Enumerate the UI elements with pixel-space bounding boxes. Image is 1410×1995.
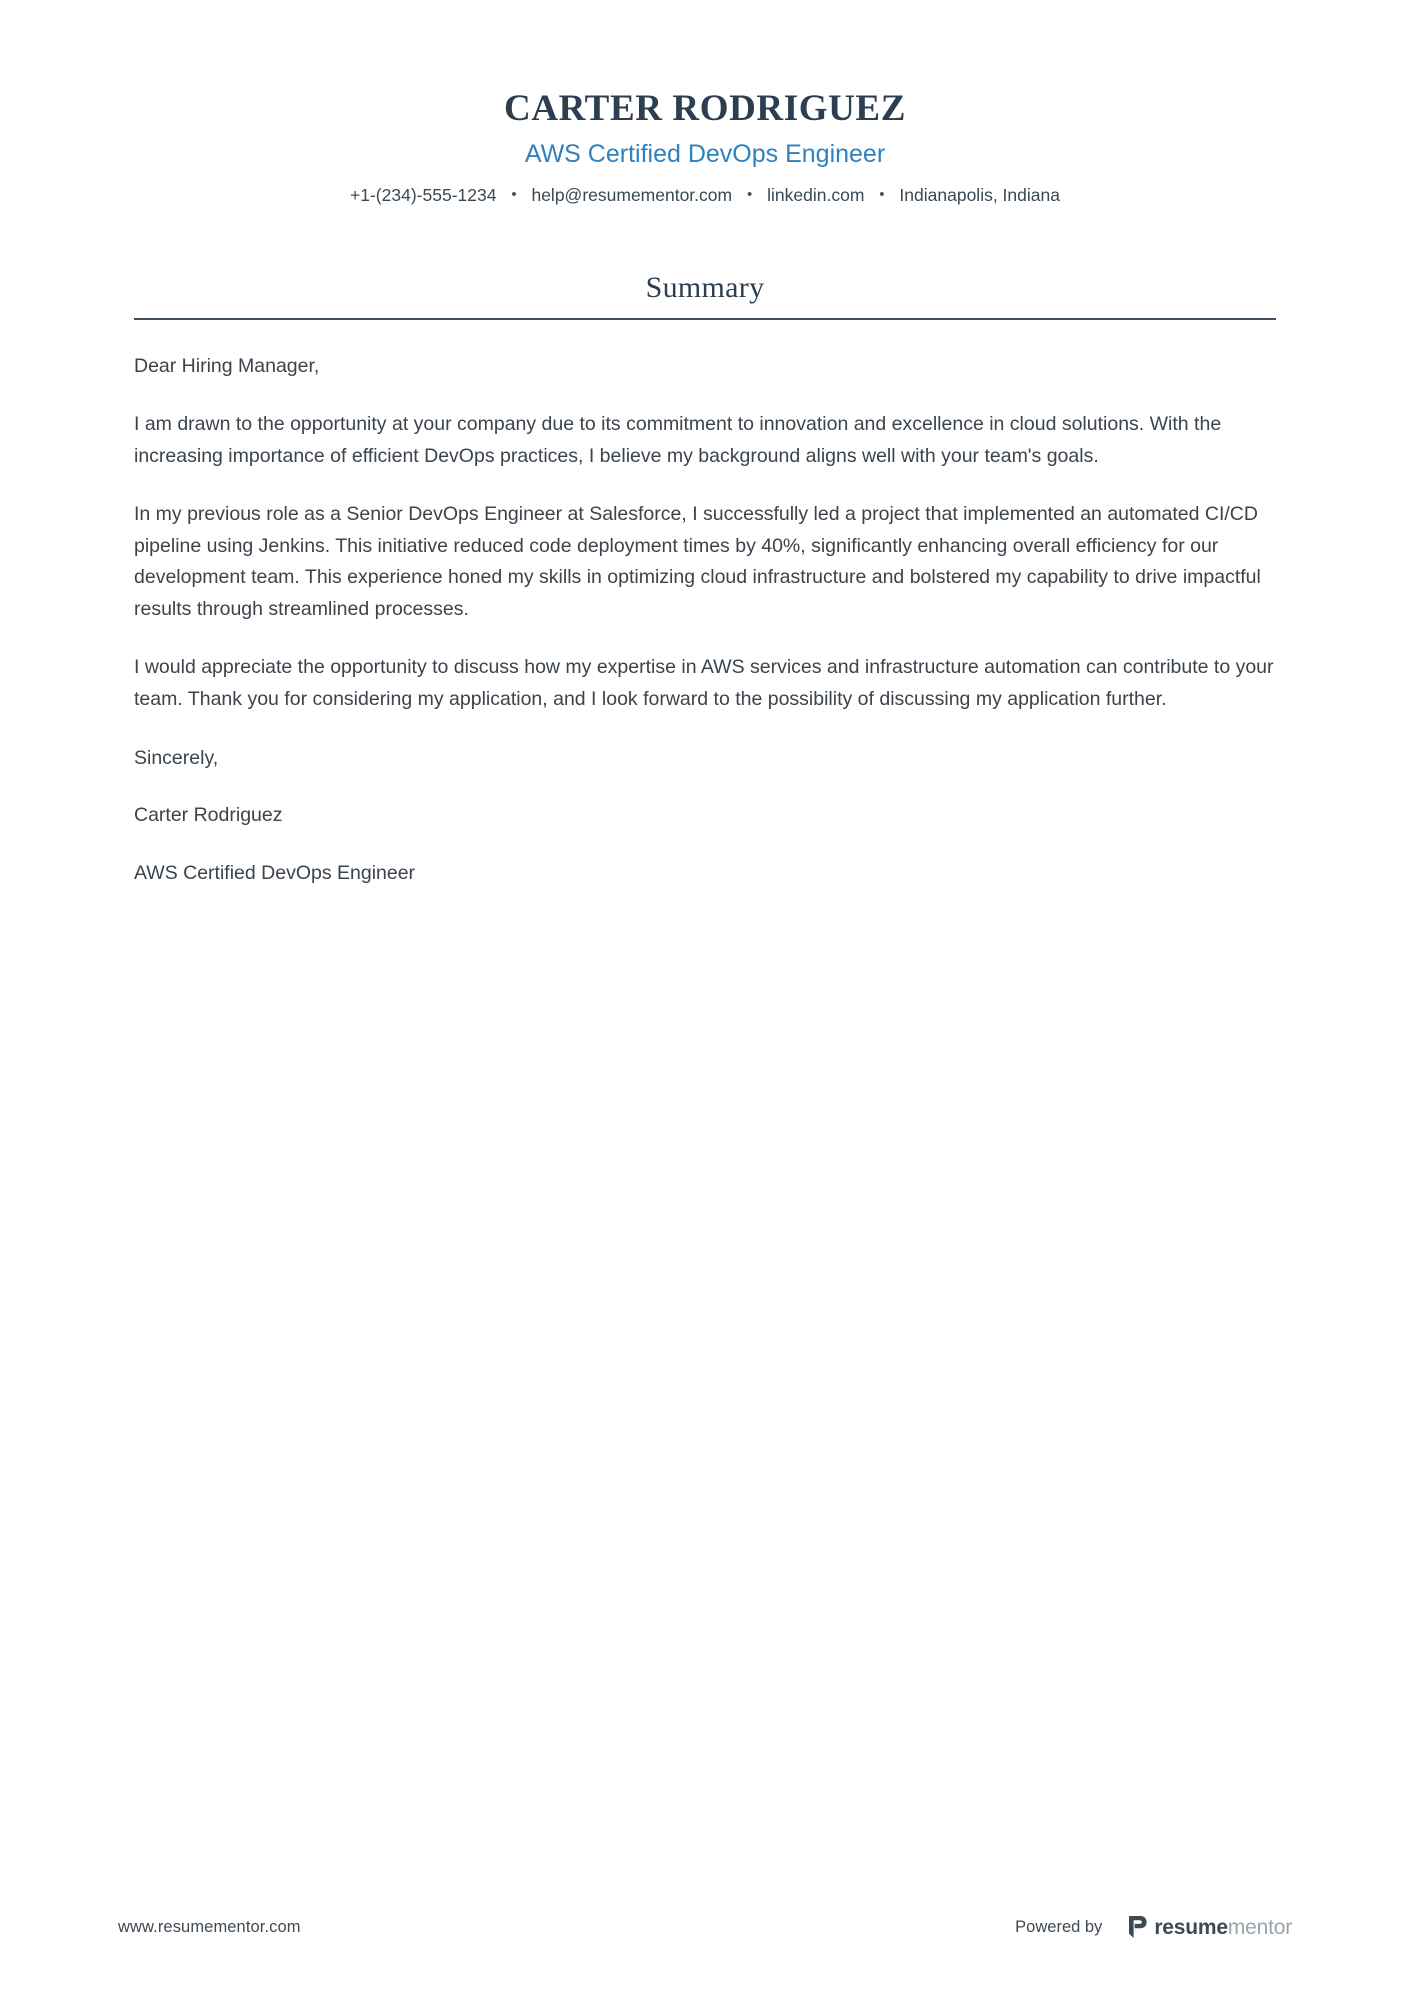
contact-email[interactable]: help@resumementor.com [531,184,733,205]
footer-branding [1015,1916,1292,1938]
contact-separator-icon: • [746,185,753,203]
letter-signature-name: Carter Rodriguez [134,804,283,827]
contact-line [0,183,1410,208]
resumementor-wordmark [1154,1917,1292,1938]
letter-content [134,271,1276,889]
contact-separator-icon: • [511,185,517,203]
letter-paragraph-3: I would appreciate the opportunity to discuss how my expertise in AWS services and infrastructure automation can contribute to your team. Thank you for considering my application, and I look forward to the possibility of discussing my application further. [134,656,1274,710]
contact-phone: +1-(234)-555-1234 [350,184,497,205]
letter-body [134,351,1276,889]
contact-location: Indianapolis, Indiana [899,184,1060,205]
resumementor-logo[interactable] [1128,1916,1292,1938]
brand-name-strong: resume [1154,1915,1228,1939]
brand-name-light: mentor [1227,1915,1292,1939]
footer-website-link[interactable]: www.resumementor.com [118,1917,301,1936]
resumementor-r-mark-icon [1128,1916,1147,1938]
section-heading-summary: Summary [645,271,765,305]
letter-signature-title: AWS Certified DevOps Engineer [134,861,416,884]
contact-linkedin[interactable]: linkedin.com [767,184,865,205]
letter-signoff: Sincerely, [134,746,219,769]
letter-paragraph-2: In my previous role as a Senior DevOps Engineer at Salesforce, I successfully led a project that implemented an automated CI/CD pipeline using Jenkins. This initiative reduced code deployment times by 40%, significantly enhancing overall efficiency for our development team. This experience honed my skills in optimizing cloud infrastructure and bolstered my capability to drive impactful results through streamlined processes. [134,503,1261,620]
letter-salutation: Dear Hiring Manager, [134,355,320,378]
candidate-name: CARTER RODRIGUEZ [504,88,906,129]
powered-by-label: Powered by [1015,1917,1103,1936]
page-footer [0,1916,1410,1938]
candidate-job-title: AWS Certified DevOps Engineer [524,140,886,169]
section-divider [134,318,1276,320]
contact-separator-icon: • [879,185,885,203]
summary-section [134,271,1276,889]
letter-header [0,0,1410,207]
letter-paragraph-1: I am drawn to the opportunity at your company due to its commitment to innovation and excellence in cloud solutions. With the increasing importance of efficient DevOps practices, I believe my background aligns well with your team's goals. [134,412,1222,467]
